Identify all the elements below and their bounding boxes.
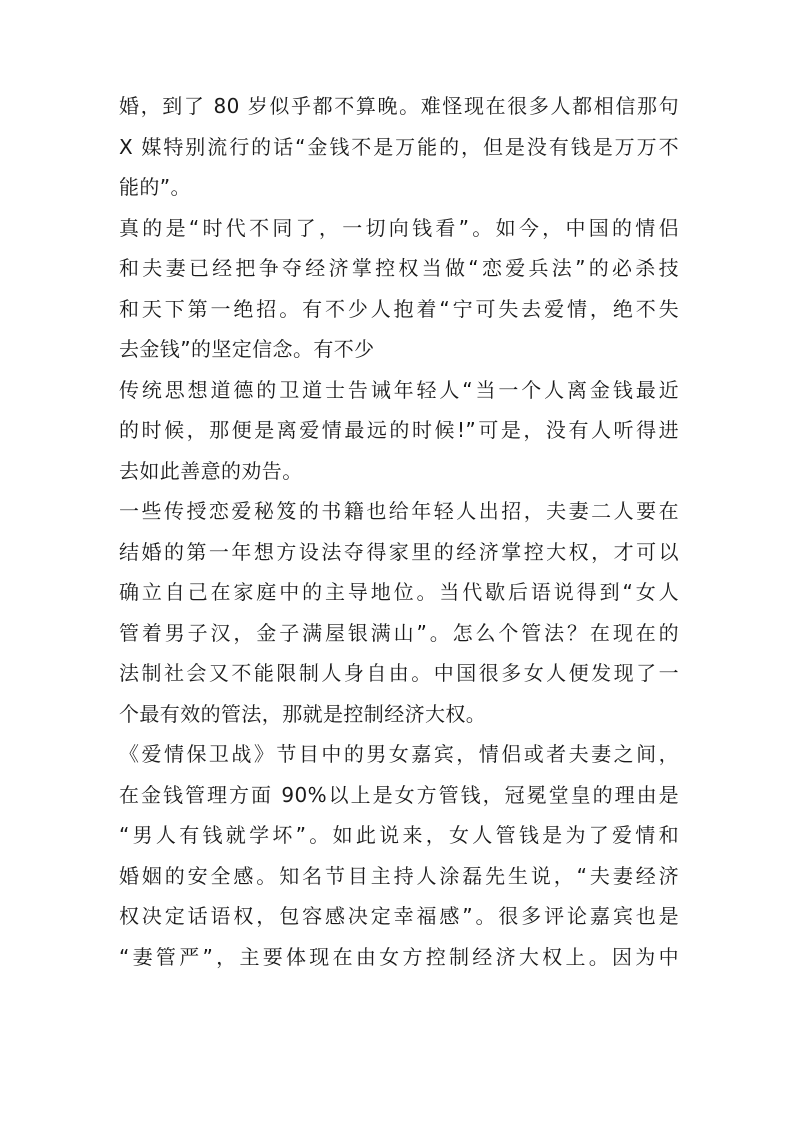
text-line: X 媒特别流行的话“金钱不是万能的，但是没有钱是万万不: [119, 134, 679, 159]
text-line: “妻管严”，主要体现在由女方控制经济大权上。因为中: [119, 944, 679, 969]
text-line: 结婚的第一年想方设法夺得家里的经济掌控大权，才可以: [119, 539, 679, 564]
text-line: 法制社会又不能限制人身自由。中国很多女人便发现了一: [119, 661, 679, 685]
text-line: 婚姻的安全感。知名节目主持人涂磊先生说，“夫妻经济: [119, 863, 679, 888]
text-line: 真的是“时代不同了，一切向钱看”。如今，中国的情侣: [119, 215, 679, 240]
text-line: 去如此善意的劝告。: [119, 458, 303, 483]
text-line: 能的”。: [119, 175, 191, 199]
text-line: 一些传授恋爱秘笈的书籍也给年轻人出招，夫妻二人要在: [119, 499, 679, 523]
text-line: 在金钱管理方面 90%以上是女方管钱，冠冕堂皇的理由是: [119, 782, 679, 807]
text-line: 《爱情保卫战》节目中的男女嘉宾，情侣或者夫妻之间，: [119, 742, 679, 766]
text-line: 和天下第一绝招。有不少人抱着“宁可失去爱情，绝不失: [119, 296, 679, 321]
text-line: 和夫妻已经把争夺经济掌控权当做“恋爱兵法”的必杀技: [119, 256, 679, 280]
text-line: 传统思想道德的卫道士告诫年轻人“当一个人离金钱最近: [119, 377, 679, 402]
text-line: 管着男子汉，金子满屋银满山”。怎么个管法？在现在的: [119, 620, 679, 645]
text-line: 权决定话语权，包容感决定幸福感”。很多评论嘉宾也是: [119, 904, 679, 928]
document-body-text: [119, 86, 679, 977]
text-line: 的时候，那便是离爱情最远的时候!”可是，没有人听得进: [119, 418, 679, 442]
text-line: “男人有钱就学坏”。如此说来，女人管钱是为了爱情和: [119, 823, 679, 847]
text-line: 去金钱”的坚定信念。有不少: [119, 337, 375, 361]
text-line: 婚，到了 80 岁似乎都不算晚。难怪现在很多人都相信那句: [119, 94, 679, 118]
text-line: 个最有效的管法，那就是控制经济大权。: [119, 701, 487, 726]
text-line: 确立自己在家庭中的主导地位。当代歇后语说得到“女人: [119, 580, 679, 604]
